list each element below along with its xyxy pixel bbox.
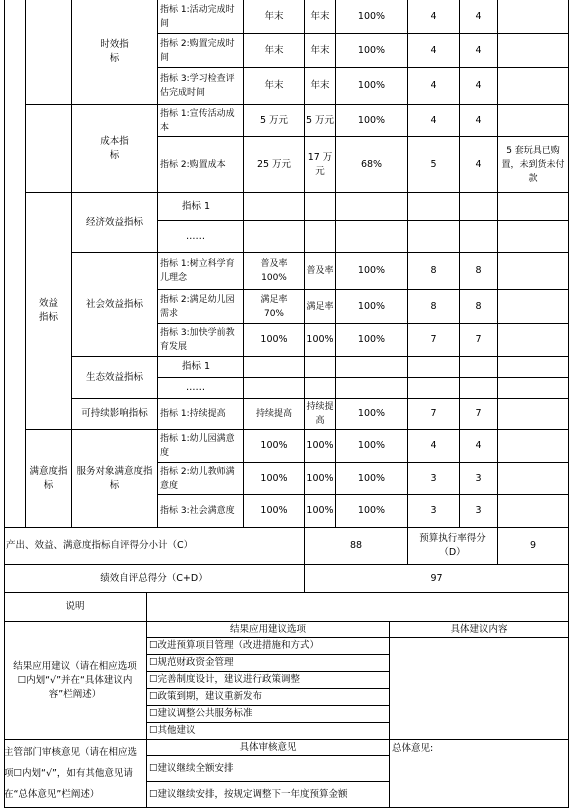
note-cell — [498, 0, 569, 34]
review-option[interactable]: ☐建议继续全额安排 — [147, 756, 390, 782]
target-cell: 100% — [244, 463, 305, 495]
full-score-cell: 4 — [408, 68, 460, 105]
score-cell: 4 — [460, 0, 498, 34]
actual-cell: 普及率 — [305, 253, 336, 290]
explain-content — [147, 593, 569, 622]
group-fuwu: 服务对象满意度指标 — [72, 430, 158, 528]
actual-cell: 满足率 — [305, 290, 336, 324]
indicator-cell: 指标 3:学习检查评估完成时间 — [158, 68, 244, 105]
indicator-cell: 指标 1:树立科学育儿理念 — [158, 253, 244, 290]
application-content-header: 具体建议内容 — [390, 622, 569, 638]
indicator-cell: …… — [158, 378, 244, 399]
indicator-cell: 指标 1:幼儿园满意度 — [158, 430, 244, 463]
group-chengben — [26, 105, 72, 193]
score-cell: 7 — [460, 324, 498, 357]
indicator-cell: 指标 3:社会满意度 — [158, 495, 244, 528]
indicator-cell: 指标 1:活动完成时间 — [158, 0, 244, 34]
full-score-cell — [408, 193, 460, 221]
target-cell — [244, 378, 305, 399]
review-label: 主管部门审核意见（请在相应选项☐内划“√”，如有其他意见请在“总体意见”栏阐述） — [4, 740, 147, 808]
score-cell — [460, 221, 498, 253]
note-cell — [498, 324, 569, 357]
score-cell: 4 — [460, 105, 498, 137]
target-cell: 年末 — [244, 34, 305, 68]
note-cell — [498, 463, 569, 495]
weight-cell: 68% — [336, 137, 408, 193]
indicator-cell: 指标 3:加快学前教育发展 — [158, 324, 244, 357]
weight-cell — [336, 357, 408, 378]
actual-cell: 100% — [305, 430, 336, 463]
weight-cell: 100% — [336, 68, 408, 105]
weight-cell — [336, 193, 408, 221]
budget-rate-value: 9 — [498, 528, 569, 565]
group-shixiao — [26, 0, 72, 105]
weight-cell: 100% — [336, 399, 408, 430]
score-cell: 4 — [460, 34, 498, 68]
weight-cell: 100% — [336, 430, 408, 463]
score-cell: 4 — [460, 68, 498, 105]
indicator-cell: 指标 2:购置完成时间 — [158, 34, 244, 68]
subtotal-value: 88 — [305, 528, 408, 565]
score-cell: 8 — [460, 290, 498, 324]
full-score-cell: 7 — [408, 324, 460, 357]
indicator-cell: 指标 2:购置成本 — [158, 137, 244, 193]
weight-cell: 100% — [336, 495, 408, 528]
note-cell — [498, 399, 569, 430]
score-cell: 3 — [460, 495, 498, 528]
target-cell — [244, 221, 305, 253]
target-cell: 100% — [244, 324, 305, 357]
full-score-cell: 4 — [408, 0, 460, 34]
actual-cell: 年末 — [305, 34, 336, 68]
target-cell: 持续提高 — [244, 399, 305, 430]
actual-cell — [305, 193, 336, 221]
full-score-cell — [408, 357, 460, 378]
score-cell — [460, 378, 498, 399]
note-cell — [498, 193, 569, 221]
review-option[interactable]: ☐建议继续安排，按规定调整下一年度预算金额 — [147, 782, 390, 808]
actual-cell — [305, 378, 336, 399]
actual-cell: 年末 — [305, 0, 336, 34]
application-content[interactable] — [390, 638, 569, 740]
target-cell — [244, 357, 305, 378]
note-cell — [498, 105, 569, 137]
full-score-cell: 8 — [408, 290, 460, 324]
weight-cell: 100% — [336, 0, 408, 34]
full-score-cell — [408, 378, 460, 399]
actual-cell — [305, 357, 336, 378]
score-cell — [460, 193, 498, 221]
application-option[interactable]: ☐政策到期，建议重新发布 — [147, 689, 390, 706]
weight-cell: 100% — [336, 290, 408, 324]
actual-cell: 持续提高 — [305, 399, 336, 430]
note-cell — [498, 378, 569, 399]
target-cell: 5 万元 — [244, 105, 305, 137]
outer-spine-top — [4, 0, 26, 528]
note-cell — [498, 68, 569, 105]
weight-cell — [336, 378, 408, 399]
full-score-cell: 8 — [408, 253, 460, 290]
actual-cell: 5 万元 — [305, 105, 336, 137]
subtotal-label: 产出、效益、满意度指标自评得分小计（C） — [4, 528, 305, 565]
application-option[interactable]: ☐规范财政资金管理 — [147, 655, 390, 672]
indicator-cell: 指标 2:幼儿教师满意度 — [158, 463, 244, 495]
weight-cell: 100% — [336, 105, 408, 137]
group-xiaoyi: 效益指标 — [26, 193, 72, 430]
review-overall[interactable]: 总体意见: — [390, 740, 569, 808]
score-cell: 4 — [460, 137, 498, 193]
target-cell: 25 万元 — [244, 137, 305, 193]
indicator-cell: …… — [158, 221, 244, 253]
note-cell — [498, 221, 569, 253]
group-shehui: 社会效益指标 — [72, 253, 158, 357]
note-cell — [498, 430, 569, 463]
full-score-cell: 7 — [408, 399, 460, 430]
target-cell: 普及率100% — [244, 253, 305, 290]
note-cell: 5 套玩具已购置，未到货未付款 — [498, 137, 569, 193]
score-cell: 7 — [460, 399, 498, 430]
explain-label: 说明 — [4, 593, 147, 622]
weight-cell — [336, 221, 408, 253]
application-option[interactable]: ☐完善制度设计，建议进行政策调整 — [147, 672, 390, 689]
target-cell: 100% — [244, 495, 305, 528]
weight-cell: 100% — [336, 253, 408, 290]
actual-cell: 100% — [305, 463, 336, 495]
note-cell — [498, 357, 569, 378]
total-label: 绩效自评总得分（C+D） — [4, 565, 305, 593]
score-cell: 8 — [460, 253, 498, 290]
target-cell: 100% — [244, 430, 305, 463]
application-option[interactable]: ☐改进预算项目管理（改进措施和方式） — [147, 638, 390, 655]
score-cell: 3 — [460, 463, 498, 495]
budget-rate-label: 预算执行率得分（D） — [408, 528, 498, 565]
indicator-cell: 指标 2:满足幼儿园需求 — [158, 290, 244, 324]
target-cell: 满足率70% — [244, 290, 305, 324]
full-score-cell: 4 — [408, 105, 460, 137]
group-shengtai: 生态效益指标 — [72, 357, 158, 399]
note-cell — [498, 34, 569, 68]
application-options-header: 结果应用建议选项 — [147, 622, 390, 638]
note-cell — [498, 253, 569, 290]
group-kechixu: 可持续影响指标 — [72, 399, 158, 430]
weight-cell: 100% — [336, 324, 408, 357]
target-cell: 年末 — [244, 68, 305, 105]
application-option[interactable]: ☐建议调整公共服务标准 — [147, 706, 390, 723]
review-header: 具体审核意见 — [147, 740, 390, 756]
group-manyidu: 满意度指标 — [26, 430, 72, 528]
indicator-cell: 指标 1 — [158, 357, 244, 378]
actual-cell: 17 万元 — [305, 137, 336, 193]
full-score-cell: 3 — [408, 463, 460, 495]
group-shixiao-label: 时效指标 — [72, 0, 158, 105]
group-jingji: 经济效益指标 — [72, 193, 158, 253]
indicator-cell: 指标 1:宣传活动成本 — [158, 105, 244, 137]
indicator-cell: 指标 1 — [158, 193, 244, 221]
weight-cell: 100% — [336, 463, 408, 495]
group-chengben-label: 成本指标 — [72, 105, 158, 193]
note-cell — [498, 495, 569, 528]
full-score-cell: 4 — [408, 34, 460, 68]
actual-cell: 年末 — [305, 68, 336, 105]
target-cell: 年末 — [244, 0, 305, 34]
actual-cell: 100% — [305, 324, 336, 357]
actual-cell — [305, 221, 336, 253]
note-cell — [498, 290, 569, 324]
score-cell — [460, 357, 498, 378]
total-value: 97 — [305, 565, 569, 593]
weight-cell: 100% — [336, 34, 408, 68]
score-cell: 4 — [460, 430, 498, 463]
target-cell — [244, 193, 305, 221]
application-option[interactable]: ☐其他建议 — [147, 723, 390, 740]
actual-cell: 100% — [305, 495, 336, 528]
full-score-cell — [408, 221, 460, 253]
full-score-cell: 5 — [408, 137, 460, 193]
full-score-cell: 4 — [408, 430, 460, 463]
application-label: 结果应用建议（请在相应选项☐内划“√”并在“具体建议内容”栏阐述） — [4, 622, 147, 740]
full-score-cell: 3 — [408, 495, 460, 528]
indicator-cell: 指标 1:持续提高 — [158, 399, 244, 430]
